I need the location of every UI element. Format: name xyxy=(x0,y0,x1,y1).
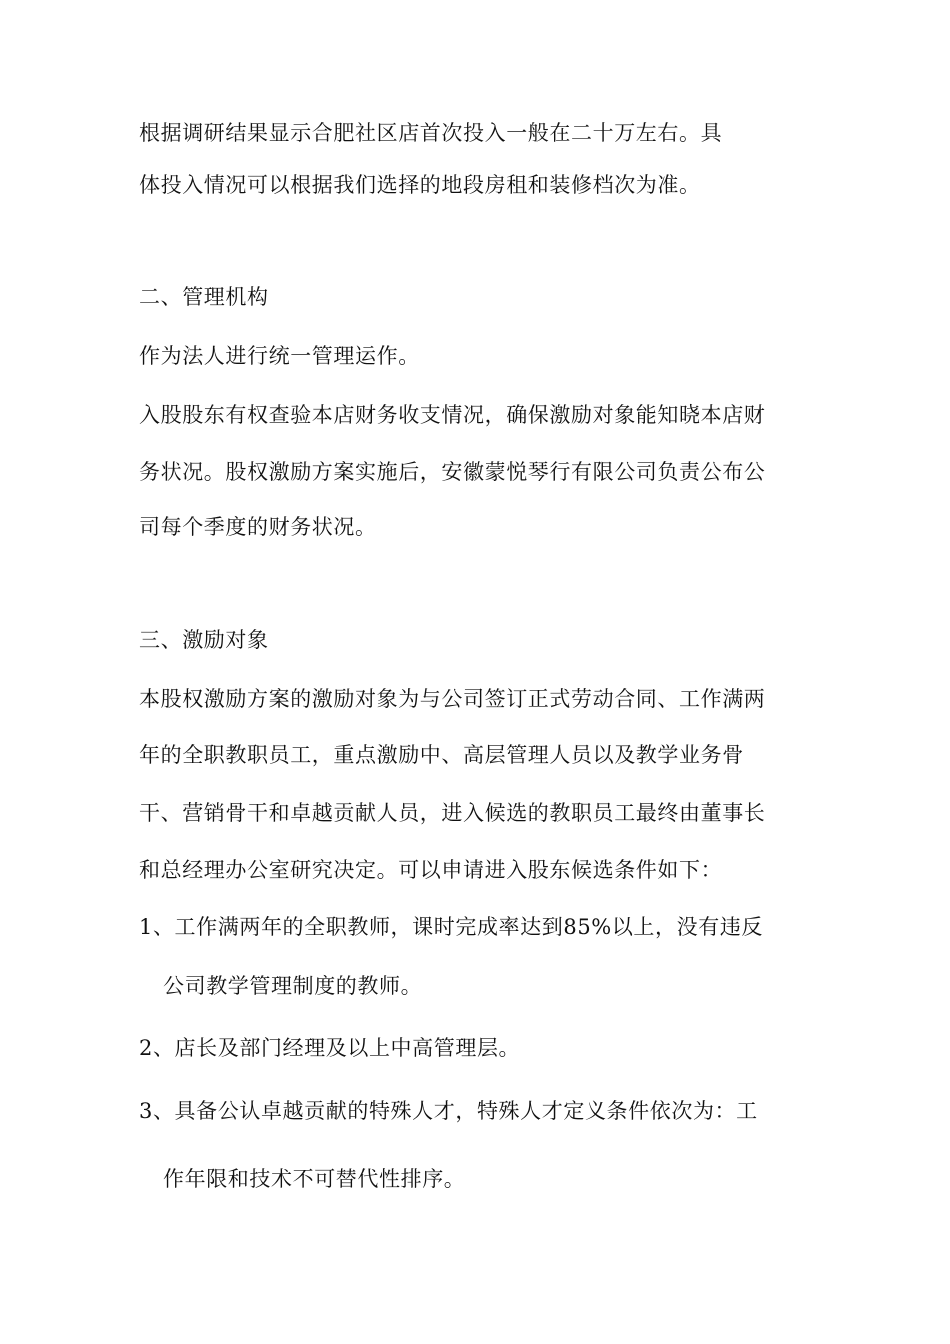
condition-item-3-line-1: 3、具备公认卓越贡献的特殊人才，特殊人才定义条件依次为：工 xyxy=(139,1099,758,1123)
condition-item-2: 2、店长及部门经理及以上中高管理层。 xyxy=(139,1036,521,1060)
section2-paragraph-1: 作为法人进行统一管理运作。 xyxy=(139,344,420,368)
section3-paragraph-line-1: 本股权激励方案的激励对象为与公司签订正式劳动合同、工作满两 xyxy=(139,687,766,711)
condition-item-1-line-2: 公司教学管理制度的教师。 xyxy=(163,974,423,998)
condition-item-3-line-2: 作年限和技术不可替代性排序。 xyxy=(163,1167,466,1191)
section-heading-incentive: 三、激励对象 xyxy=(139,628,269,652)
section2-paragraph-2-line-3: 司每个季度的财务状况。 xyxy=(139,515,377,539)
section-heading-management: 二、管理机构 xyxy=(139,285,269,309)
section3-paragraph-line-2: 年的全职教职员工，重点激励中、高层管理人员以及教学业务骨 xyxy=(139,743,744,767)
intro-line-2: 体投入情况可以根据我们选择的地段房租和装修档次为准。 xyxy=(139,173,701,197)
section2-paragraph-2-line-2: 务状况。股权激励方案实施后，安徽蒙悦琴行有限公司负责公布公 xyxy=(139,460,766,484)
intro-line-1: 根据调研结果显示合肥社区店首次投入一般在二十万左右。具 xyxy=(139,121,723,145)
condition-item-1-line-1: 1、工作满两年的全职教师，课时完成率达到85%以上，没有违反 xyxy=(139,915,764,939)
section3-paragraph-line-3: 干、营销骨干和卓越贡献人员，进入候选的教职员工最终由董事长 xyxy=(139,801,766,825)
section3-paragraph-line-4: 和总经理办公室研究决定。可以申请进入股东候选条件如下： xyxy=(139,858,723,882)
section2-paragraph-2-line-1: 入股股东有权查验本店财务收支情况，确保激励对象能知晓本店财 xyxy=(139,403,766,427)
